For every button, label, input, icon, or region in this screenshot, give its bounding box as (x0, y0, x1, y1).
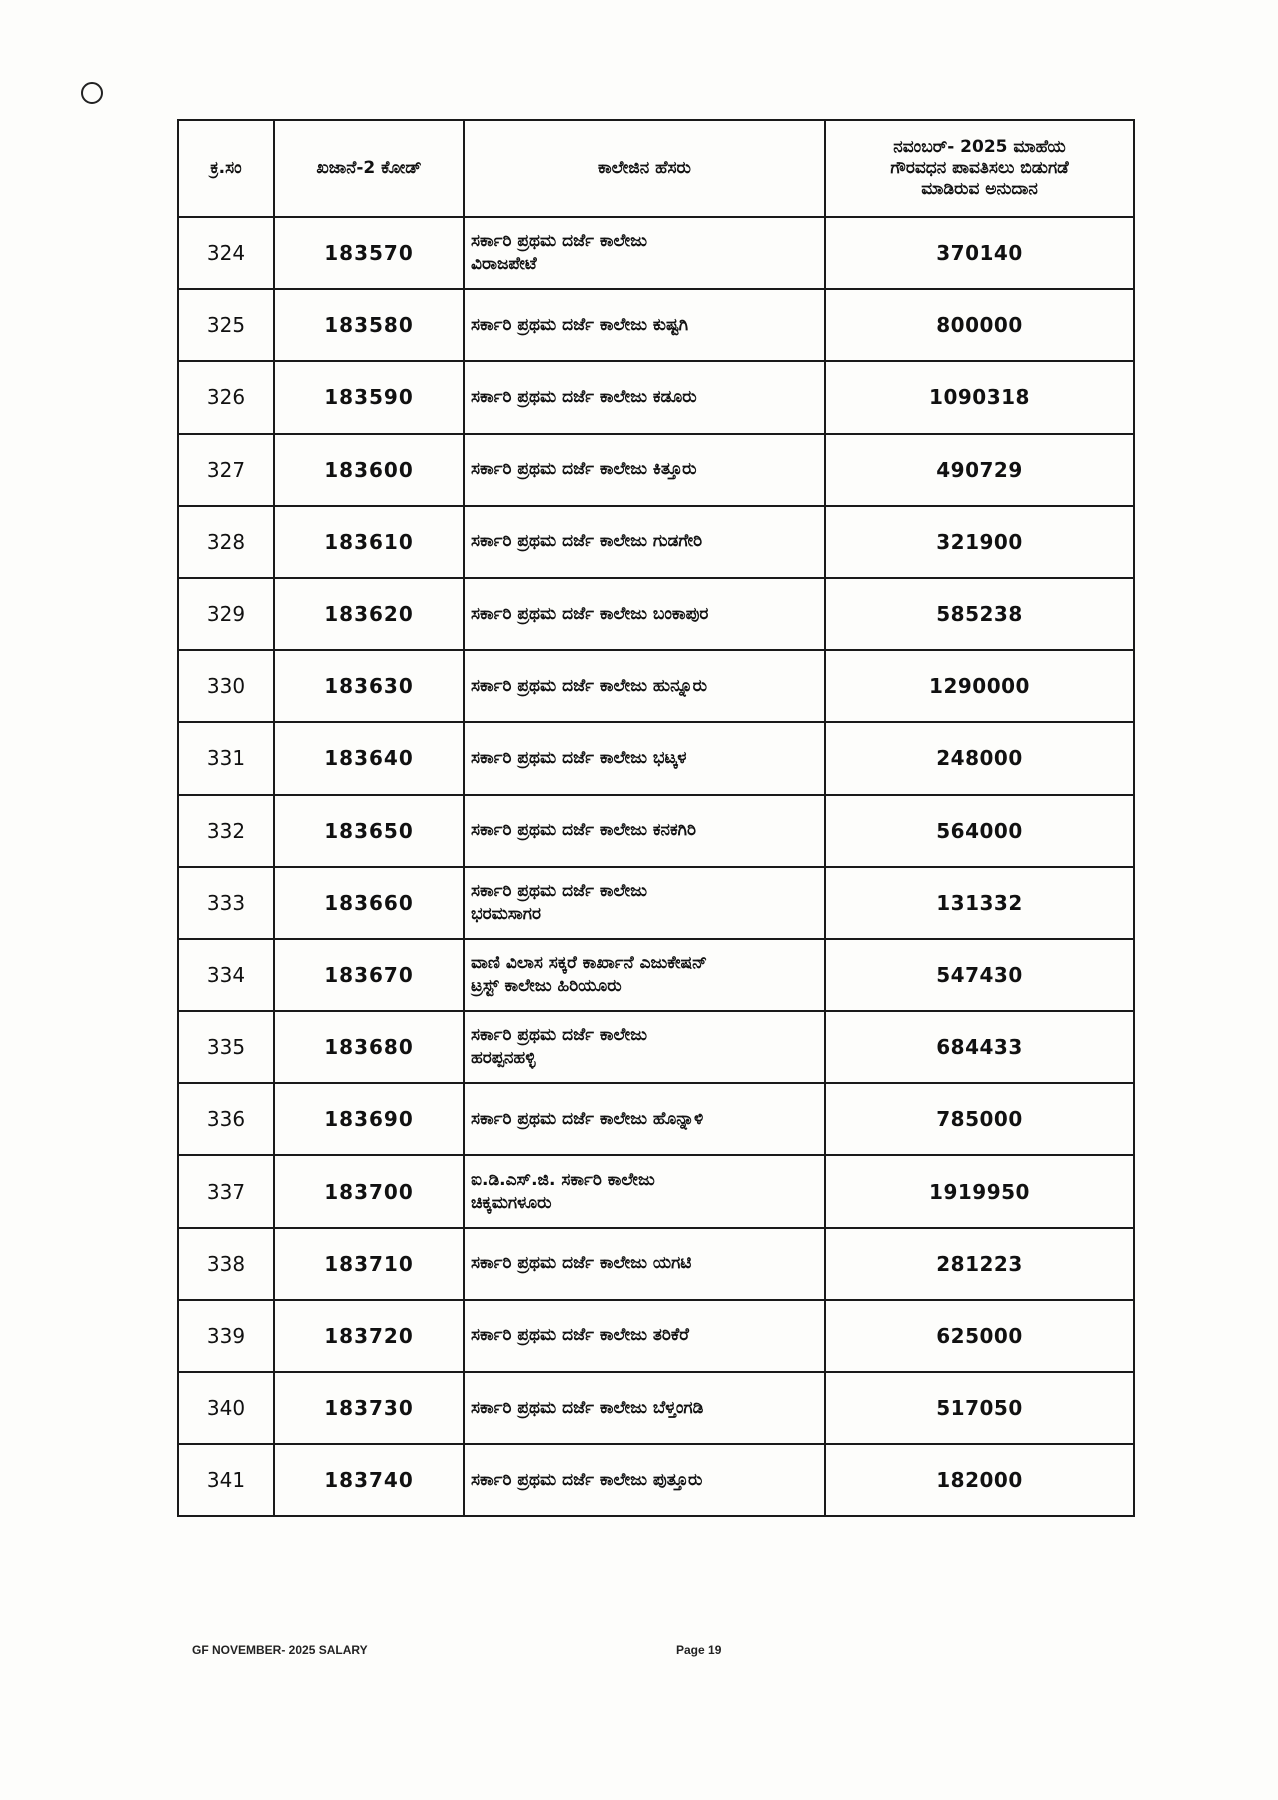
college-name-line: ಸರ್ಕಾರಿ ಪ್ರಥಮ ದರ್ಜೆ ಕಾಲೇಜು ಕಿತ್ತೂರು (471, 459, 697, 480)
serial-cell: 341 (178, 1444, 274, 1516)
header-grant-line: ಗೌರವಧನ ಪಾವತಿಸಲು ಬಿಡುಗಡೆ (890, 157, 1069, 178)
treasury-code-cell: 183650 (274, 795, 464, 867)
college-name-cell (464, 1300, 825, 1372)
college-name-line: ಸರ್ಕಾರಿ ಪ್ರಥಮ ದರ್ಜೆ ಕಾಲೇಜು ಕುಷ್ಟಗಿ (471, 314, 689, 335)
college-name-cell (464, 217, 825, 289)
college-name-cell (464, 650, 825, 722)
college-name-line: ಸರ್ಕಾರಿ ಪ್ರಥಮ ದರ್ಜೆ ಕಾಲೇಜು ಯಗಟಿ (471, 1253, 692, 1274)
college-name-line: ಹರಪ್ಪನಹಳ್ಳಿ (471, 1048, 536, 1069)
treasury-code-cell: 183730 (274, 1372, 464, 1444)
table-row (178, 650, 1134, 722)
grant-amount-cell: 517050 (825, 1372, 1134, 1444)
treasury-code-cell: 183580 (274, 289, 464, 361)
college-name-line: ಚಿಕ್ಕಮಗಳೂರು (471, 1192, 552, 1213)
serial-cell: 329 (178, 578, 274, 650)
college-name-cell (464, 361, 825, 433)
serial-cell: 332 (178, 795, 274, 867)
grant-amount-cell: 585238 (825, 578, 1134, 650)
college-name-line: ಸರ್ಕಾರಿ ಪ್ರಥಮ ದರ್ಜೆ ಕಾಲೇಜು (471, 880, 647, 901)
treasury-code-cell: 183680 (274, 1011, 464, 1083)
serial-cell: 335 (178, 1011, 274, 1083)
serial-cell: 328 (178, 506, 274, 578)
serial-cell: 340 (178, 1372, 274, 1444)
table-row (178, 289, 1134, 361)
grant-amount-cell: 1919950 (825, 1155, 1134, 1227)
footer-page-number: Page 19 (676, 1643, 722, 1657)
treasury-code-cell: 183640 (274, 722, 464, 794)
college-name-line: ಸರ್ಕಾರಿ ಪ್ರಥಮ ದರ್ಜೆ ಕಾಲೇಜು ಕಡೂರು (471, 387, 697, 407)
serial-cell: 336 (178, 1083, 274, 1155)
college-name-line: ಸರ್ಕಾರಿ ಪ್ರಥಮ ದರ್ಜೆ ಕಾಲೇಜು ಗುಡಗೇರಿ (471, 531, 703, 552)
grant-amount-cell: 564000 (825, 795, 1134, 867)
table-header (178, 120, 1134, 217)
serial-cell: 330 (178, 650, 274, 722)
college-name-line: ಸರ್ಕಾರಿ ಪ್ರಥಮ ದರ್ಜೆ ಕಾಲೇಜು ಪುತ್ತೂರು (471, 1469, 703, 1490)
table-row (178, 1083, 1134, 1155)
grant-amount-cell: 1090318 (825, 361, 1134, 433)
grant-amount-cell: 785000 (825, 1083, 1134, 1155)
treasury-code-cell: 183660 (274, 867, 464, 939)
grant-amount-cell: 1290000 (825, 650, 1134, 722)
college-name-line: ಭರಮಸಾಗರ (471, 903, 541, 924)
treasury-code-cell: 183670 (274, 939, 464, 1011)
treasury-code-cell: 183590 (274, 361, 464, 433)
table-row (178, 1155, 1134, 1227)
table-row (178, 1300, 1134, 1372)
grant-amount-cell: 490729 (825, 434, 1134, 506)
college-name-cell (464, 1444, 825, 1516)
table-row (178, 722, 1134, 794)
serial-cell: 338 (178, 1228, 274, 1300)
treasury-code-cell: 183720 (274, 1300, 464, 1372)
treasury-code-cell: 183740 (274, 1444, 464, 1516)
college-name-line: ಸರ್ಕಾರಿ ಪ್ರಥಮ ದರ್ಜೆ ಕಾಲೇಜು ಬೆಳ್ತಂಗಡಿ (471, 1397, 704, 1418)
serial-cell: 334 (178, 939, 274, 1011)
grant-table (177, 119, 1135, 1517)
college-name-cell (464, 939, 825, 1011)
college-name-line: ಸರ್ಕಾರಿ ಪ್ರಥಮ ದರ್ಜೆ ಕಾಲೇಜು (471, 1025, 647, 1046)
table-row (178, 361, 1134, 433)
header-serial: ಕ್ರ.ಸಂ (178, 120, 274, 217)
serial-cell: 324 (178, 217, 274, 289)
table-body (178, 217, 1134, 1516)
serial-cell: 339 (178, 1300, 274, 1372)
serial-cell: 331 (178, 722, 274, 794)
college-name-cell (464, 1228, 825, 1300)
grant-amount-cell: 321900 (825, 506, 1134, 578)
college-name-cell (464, 434, 825, 506)
table-row (178, 578, 1134, 650)
grant-amount-cell: 131332 (825, 867, 1134, 939)
treasury-code-cell: 183630 (274, 650, 464, 722)
college-name-cell (464, 1155, 825, 1227)
treasury-code-cell: 183620 (274, 578, 464, 650)
corner-circle-mark (81, 82, 103, 104)
college-name-cell (464, 289, 825, 361)
table-row (178, 506, 1134, 578)
college-name-line: ಟ್ರಸ್ಟ್ ಕಾಲೇಜು ಹಿರಿಯೂರು (471, 975, 622, 996)
serial-cell: 337 (178, 1155, 274, 1227)
header-college-name: ಕಾಲೇಜಿನ ಹೆಸರು (464, 120, 825, 217)
college-name-cell (464, 506, 825, 578)
table-row (178, 1372, 1134, 1444)
table-row (178, 939, 1134, 1011)
college-name-line: ಸರ್ಕಾರಿ ಪ್ರಥಮ ದರ್ಜೆ ಕಾಲೇಜು (471, 231, 647, 252)
treasury-code-cell: 183690 (274, 1083, 464, 1155)
header-grant-line: ಮಾಡಿರುವ ಅನುದಾನ (921, 179, 1038, 200)
grant-amount-cell: 281223 (825, 1228, 1134, 1300)
college-name-cell (464, 1372, 825, 1444)
serial-cell: 327 (178, 434, 274, 506)
table-row (178, 217, 1134, 289)
college-name-line: ವಾಣಿ ವಿಲಾಸ ಸಕ್ಕರೆ ಕಾರ್ಖಾನೆ ಎಜುಕೇಷನ್ (471, 953, 708, 974)
grant-amount-cell: 370140 (825, 217, 1134, 289)
college-name-cell (464, 578, 825, 650)
grant-amount-cell: 800000 (825, 289, 1134, 361)
college-name-line: ಸರ್ಕಾರಿ ಪ್ರಥಮ ದರ್ಜೆ ಕಾಲೇಜು ಭಟ್ಕಳ (471, 747, 687, 768)
grant-amount-cell: 684433 (825, 1011, 1134, 1083)
college-name-line: ಸರ್ಕಾರಿ ಪ್ರಥಮ ದರ್ಜೆ ಕಾಲೇಜು ಹೊನ್ನಾಳಿ (471, 1108, 704, 1129)
header-treasury-code: ಖಜಾನೆ-2 ಕೋಡ್ (274, 120, 464, 217)
treasury-code-cell: 183610 (274, 506, 464, 578)
grant-amount-cell: 625000 (825, 1300, 1134, 1372)
college-name-line: ಐ.ಡಿ.ಎಸ್.ಜಿ. ಸರ್ಕಾರಿ ಕಾಲೇಜು (471, 1169, 655, 1190)
college-name-cell (464, 1011, 825, 1083)
college-name-cell (464, 1083, 825, 1155)
serial-cell: 333 (178, 867, 274, 939)
college-name-cell (464, 795, 825, 867)
grant-amount-cell: 248000 (825, 722, 1134, 794)
college-name-line: ಸರ್ಕಾರಿ ಪ್ರಥಮ ದರ್ಜೆ ಕಾಲೇಜು ಕನಕಗಿರಿ (471, 820, 696, 841)
college-name-line: ವಿರಾಜಪೇಟೆ (471, 254, 537, 275)
treasury-code-cell: 183710 (274, 1228, 464, 1300)
treasury-code-cell: 183600 (274, 434, 464, 506)
serial-cell: 325 (178, 289, 274, 361)
header-grant-line: ನವಂಬರ್- 2025 ಮಾಹೆಯ (893, 136, 1066, 157)
treasury-code-cell: 183700 (274, 1155, 464, 1227)
header-grant-amount (825, 120, 1134, 217)
table-row (178, 1011, 1134, 1083)
treasury-code-cell: 183570 (274, 217, 464, 289)
table-row (178, 867, 1134, 939)
college-name-cell (464, 867, 825, 939)
table-row (178, 795, 1134, 867)
serial-cell: 326 (178, 361, 274, 433)
table-row (178, 1444, 1134, 1516)
college-name-line: ಸರ್ಕಾರಿ ಪ್ರಥಮ ದರ್ಜೆ ಕಾಲೇಜು ಬಂಕಾಪುರ (471, 603, 709, 624)
college-name-line: ಸರ್ಕಾರಿ ಪ್ರಥಮ ದರ್ಜೆ ಕಾಲೇಜು ಹುನ್ನೂರು (471, 675, 708, 696)
header-row (178, 120, 1134, 217)
table-row (178, 1228, 1134, 1300)
table-row (178, 434, 1134, 506)
college-name-line: ಸರ್ಕಾರಿ ಪ್ರಥಮ ದರ್ಜೆ ಕಾಲೇಜು ತರಿಕೆರೆ (471, 1325, 689, 1346)
footer-document-label: GF NOVEMBER- 2025 SALARY (192, 1643, 368, 1657)
grant-amount-cell: 547430 (825, 939, 1134, 1011)
college-name-cell (464, 722, 825, 794)
grant-amount-cell: 182000 (825, 1444, 1134, 1516)
